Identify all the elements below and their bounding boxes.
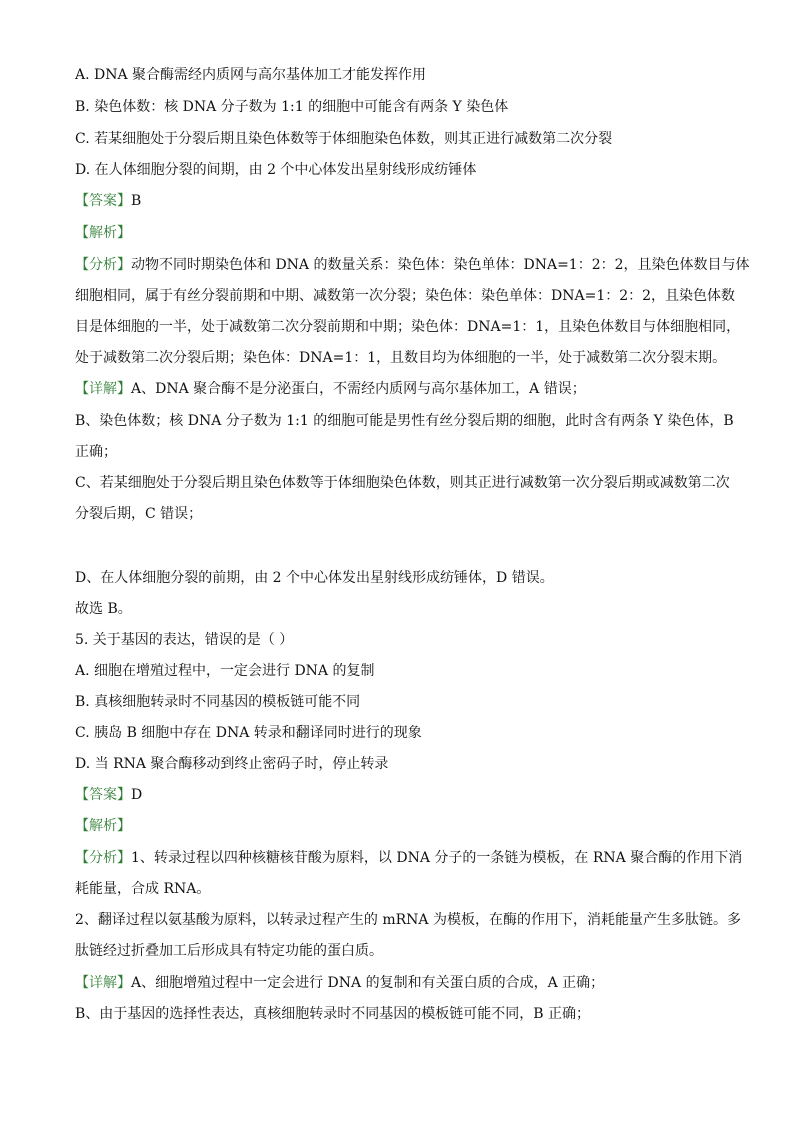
analysis-heading	[75, 222, 734, 244]
q5-answer-line: 【答案】D	[75, 787, 143, 803]
fenxi-line-1: 【分析】动物不同时期染色体和 DNA 的数量关系：染色体：染色单体：DNA=1：2：2，且染色体数目与体	[75, 257, 750, 273]
xiangjie-line-4: C、若某细胞处于分裂后期且染色体数等于体细胞染色体数，则其正进行减数第一次分裂后期或减数第二次	[75, 475, 730, 491]
xiangjie-line-3: 正确；	[75, 444, 117, 460]
fenxi-tag: 【分析】	[75, 257, 131, 273]
fenxi-line-4: 处于减数第二次分裂后期；染色体：DNA=1：1，且数目均为体细胞的一半，处于减数第二次分裂末期。	[75, 350, 727, 366]
analysis-tag: 【解析】	[75, 225, 131, 241]
q5-option-b: B. 真核细胞转录时不同基因的模板链可能不同	[75, 694, 361, 710]
q5-fenxi-line-2: 耗能量，合成 RNA。	[75, 881, 211, 897]
fenxi-line-3: 目是体细胞的一半，处于减数第二次分裂前期和中期；染色体：DNA=1：1，且染色体数目与体细胞相同，	[75, 319, 741, 335]
question-5: 5. 关于基因的表达，错误的是（ ）	[75, 632, 294, 648]
fenxi-line-2: 细胞相同，属于有丝分裂前期和中期、减数第一次分裂；染色体：染色单体：DNA=1：2：2，且染色体数	[75, 288, 736, 304]
xiangjie-line-5: 分裂后期，C 错误；	[75, 506, 203, 522]
q5-fenxi-line-3: 2、翻译过程以氨基酸为原料，以转录过程产生的 mRNA 为模板，在酶的作用下，消耗能量产生多肽链。多	[75, 912, 741, 928]
xiangjie-line-1: 【详解】A、DNA 聚合酶不是分泌蛋白，不需经内质网与高尔基体加工，A 错误；	[75, 381, 586, 397]
q5-option-c: C. 胰岛 B 细胞中存在 DNA 转录和翻译同时进行的现象	[75, 725, 422, 741]
q5-analysis-heading	[75, 815, 734, 837]
xiangjie-line-6: D、在人体细胞分裂的前期，由 2 个中心体发出星射线形成纺锤体，D 错误。	[75, 570, 554, 586]
answer-tag: 【答案】	[75, 193, 131, 209]
q5-option-a: A. 细胞在增殖过程中，一定会进行 DNA 的复制	[75, 663, 375, 679]
conclusion-line: 故选 B。	[75, 601, 132, 617]
q5-option-d: D. 当 RNA 聚合酶移动到终止密码子时，停止转录	[75, 756, 389, 772]
option-c: C. 若某细胞处于分裂后期且染色体数等于体细胞染色体数，则其正进行减数第二次分裂	[75, 131, 613, 147]
q5-fenxi-line-4: 肽链经过折叠加工后形成具有特定功能的蛋白质。	[75, 943, 383, 959]
q5-xiangjie-line-1: 【详解】A、细胞增殖过程中一定会进行 DNA 的复制和有关蛋白质的合成，A 正确；	[75, 975, 605, 991]
analysis-tag: 【解析】	[75, 818, 131, 834]
xiangjie-line-2: B、染色体数；核 DNA 分子数为 1:1 的细胞可能是男性有丝分裂后期的细胞，此时含有两条 Y 染色体，B	[75, 413, 734, 429]
xiangjie-tag: 【详解】	[75, 975, 131, 991]
answer-tag: 【答案】	[75, 787, 131, 803]
option-b: B. 染色体数：核 DNA 分子数为 1:1 的细胞中可能含有两条 Y 染色体	[75, 99, 509, 115]
xiangjie-tag: 【详解】	[75, 381, 131, 397]
q5-xiangjie-line-2: B、由于基因的选择性表达，真核细胞转录时不同基因的模板链可能不同，B 正确；	[75, 1006, 591, 1022]
answer-line: 【答案】B	[75, 193, 142, 209]
option-a: A. DNA 聚合酶需经内质网与高尔基体加工才能发挥作用	[75, 67, 427, 83]
option-d: D. 在人体细胞分裂的间期，由 2 个中心体发出星射线形成纺锤体	[75, 162, 477, 178]
q5-fenxi-line-1: 【分析】1、转录过程以四种核糖核苷酸为原料，以 DNA 分子的一条链为模板，在 RNA 聚合酶的作用下消	[75, 850, 743, 866]
fenxi-tag: 【分析】	[75, 850, 131, 866]
